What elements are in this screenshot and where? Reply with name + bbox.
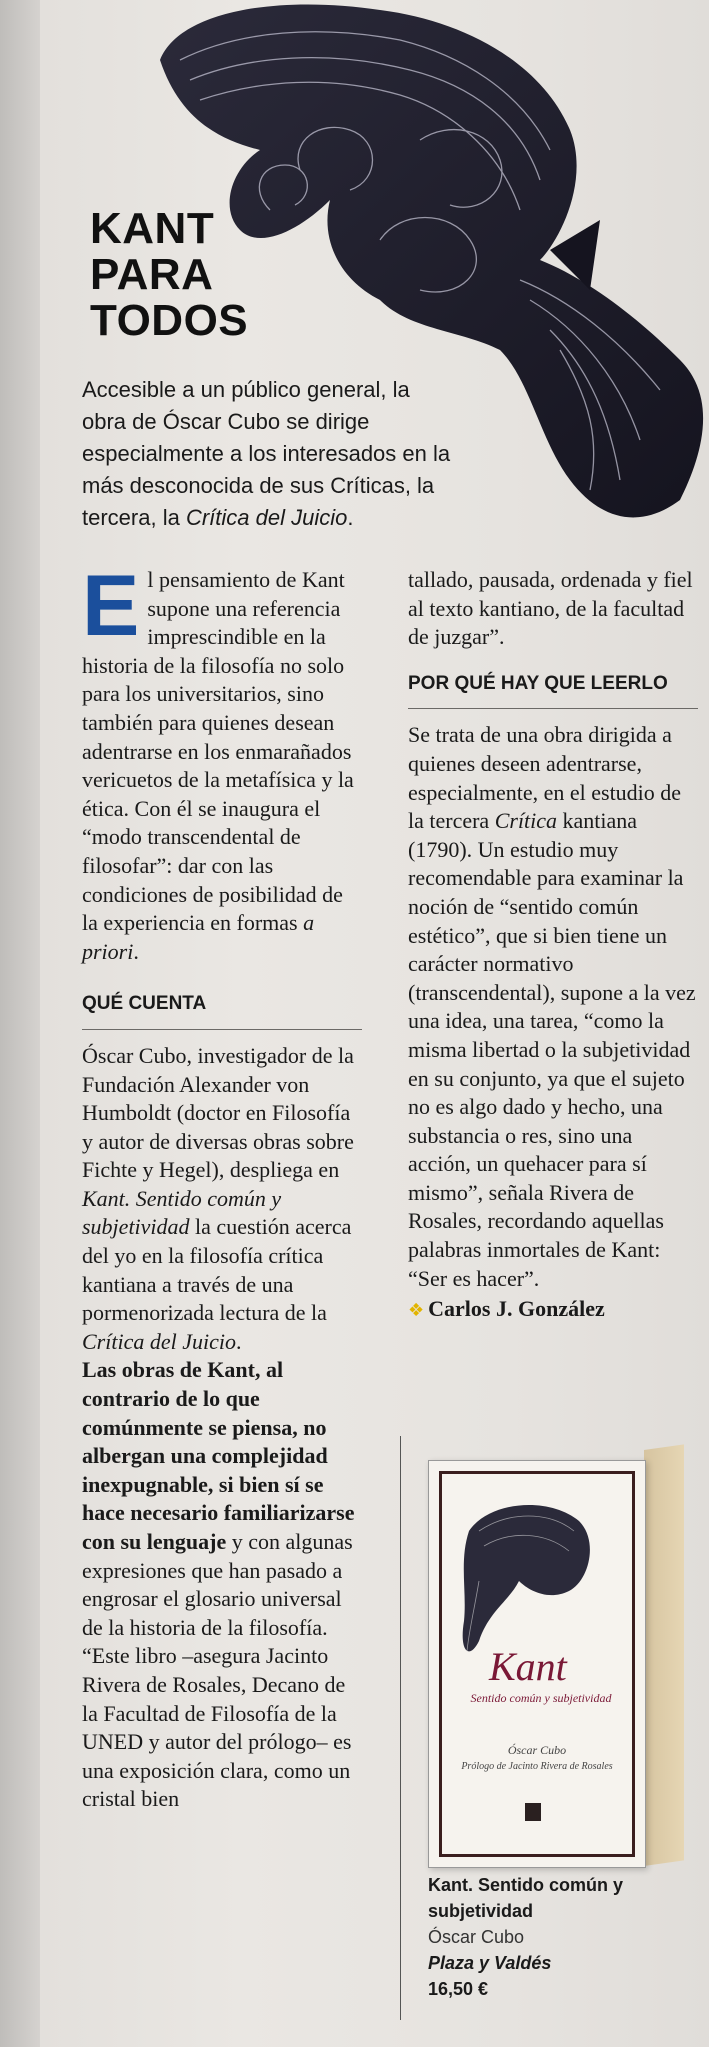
title-line-2: PARA: [90, 250, 214, 299]
section2-paragraph: [408, 721, 698, 1293]
s1-italic-2: Crítica del Juicio: [82, 1328, 236, 1354]
s2-italic: Crítica: [494, 808, 558, 834]
s2-text: Se trata de una obra dirigida a quienes deseen adentrarse, especialmente, en el estudio de la tercera: [408, 722, 682, 834]
book-front: [428, 1460, 646, 1868]
drop-cap: E: [82, 558, 140, 654]
subtitle-text: Accesible a un público general, la obra de Óscar Cubo se dirige especialmente a los interesados en la más desconocida de sus Críticas, la tercera, la: [82, 377, 451, 530]
author-byline: [408, 1295, 698, 1326]
section-heading-que-cuenta: QUÉ CUENTA: [82, 990, 362, 1030]
section1-paragraph: [82, 1042, 362, 1357]
s1-end: .: [235, 1328, 242, 1354]
intro-text: l pensamiento de Kant supone una referencia imprescindible en la historia de la filosofía no solo para los universitarios, sino también para quienes desean adentrarse en los enmarañados vericuetos de la metafísica y la ética. Con él se inaugura el “modo transcendental de filosofar”: dar con las condiciones de posibilidad de la experiencia en formas: [82, 567, 354, 936]
article-title: [90, 206, 248, 344]
section-heading-por-que: POR QUÉ HAY QUE LEERLO: [408, 670, 698, 710]
author-name: Carlos J. González: [428, 1296, 605, 1322]
s1-text-2: y con algunas expresiones que han pasado a engrosar el glosario universal de la historia de la filosofía. “Este libro –asegura Jacinto Rivera de Rosales, Decano de la Facultad de Filosofía de la UNED y autor del prólogo– es una exposición clara, como un cristal bien: [82, 1529, 353, 1812]
title-line-1: KANT: [90, 204, 215, 253]
book-spine: [644, 1444, 684, 1866]
intro-italic: a priori: [82, 910, 315, 964]
book-cover-title: Kant: [489, 1644, 567, 1689]
diamond-icon: ❖: [408, 1300, 425, 1322]
caption-author: Óscar Cubo: [428, 1927, 525, 1947]
intro-end: .: [133, 938, 139, 964]
book-cover-prologue: Prólogo de Jacinto Rivera de Rosales: [461, 1761, 613, 1772]
caption-title: Kant. Sentido común y subjetividad: [428, 1875, 624, 1921]
s1-bold-text: Las obras de Kant, al contrario de lo que comúnmente se piensa, no albergan una complejidad inexpugnable, si bien sí se hace necesario familiarizarse con su lenguaje: [82, 1357, 355, 1554]
column-right: [408, 566, 698, 1326]
continued-paragraph: tallado, pausada, ordenada y fiel al texto kantiano, de la facultad de juzgar”.: [408, 567, 693, 650]
book-caption: [428, 1872, 678, 2002]
article-subtitle: [82, 374, 452, 534]
caption-publisher: Plaza y Valdés: [428, 1953, 552, 1973]
column-divider: [400, 1436, 401, 2020]
subtitle-italic: Crítica del Juicio: [185, 505, 348, 530]
title-line-3: TODOS: [90, 296, 249, 345]
intro-paragraph: [82, 558, 362, 966]
column-left: [82, 558, 362, 1814]
s1-text: Óscar Cubo, investigador de la Fundación Alexander von Humboldt (doctor en Filosofía y autor de diversas obras sobre Fichte y Hegel), despliega en: [82, 1042, 354, 1183]
page-fold: [0, 0, 40, 2047]
book-cover-subtitle: Sentido común y subjetividad: [470, 1691, 612, 1705]
subtitle-end: .: [347, 505, 354, 530]
book-cover-author: Óscar Cubo: [507, 1743, 567, 1757]
s2-text-b: kantiana (1790). Un estudio muy recomendable para examinar la noción de “sentido común estético”, que si bien tiene un carácter normativo (transcendental), supone a la vez una idea, una tarea, “como la misma libertad o la subjetividad en su conjunto, ya que el sujeto no es algo dado y hecho, una substancia o res, sino una acción, un quehacer para sí mismo”, señala Rivera de Rosales, recordando aquellas palabras inmortales de Kant: “Ser es hacer”.: [408, 808, 696, 1291]
book-cover-image: [428, 1450, 684, 1866]
s1-text-b: la cuestión acerca del yo en la filosofía crítica kantiana a través de una pormenorizada lectura de la: [82, 1214, 352, 1326]
publisher-logo-icon: [525, 1803, 541, 1821]
section1-paragraph-2: [82, 1356, 362, 1814]
s1-italic: Kant. Sentido común y subjetividad: [82, 1185, 282, 1240]
caption-price: 16,50 €: [428, 1979, 489, 1999]
